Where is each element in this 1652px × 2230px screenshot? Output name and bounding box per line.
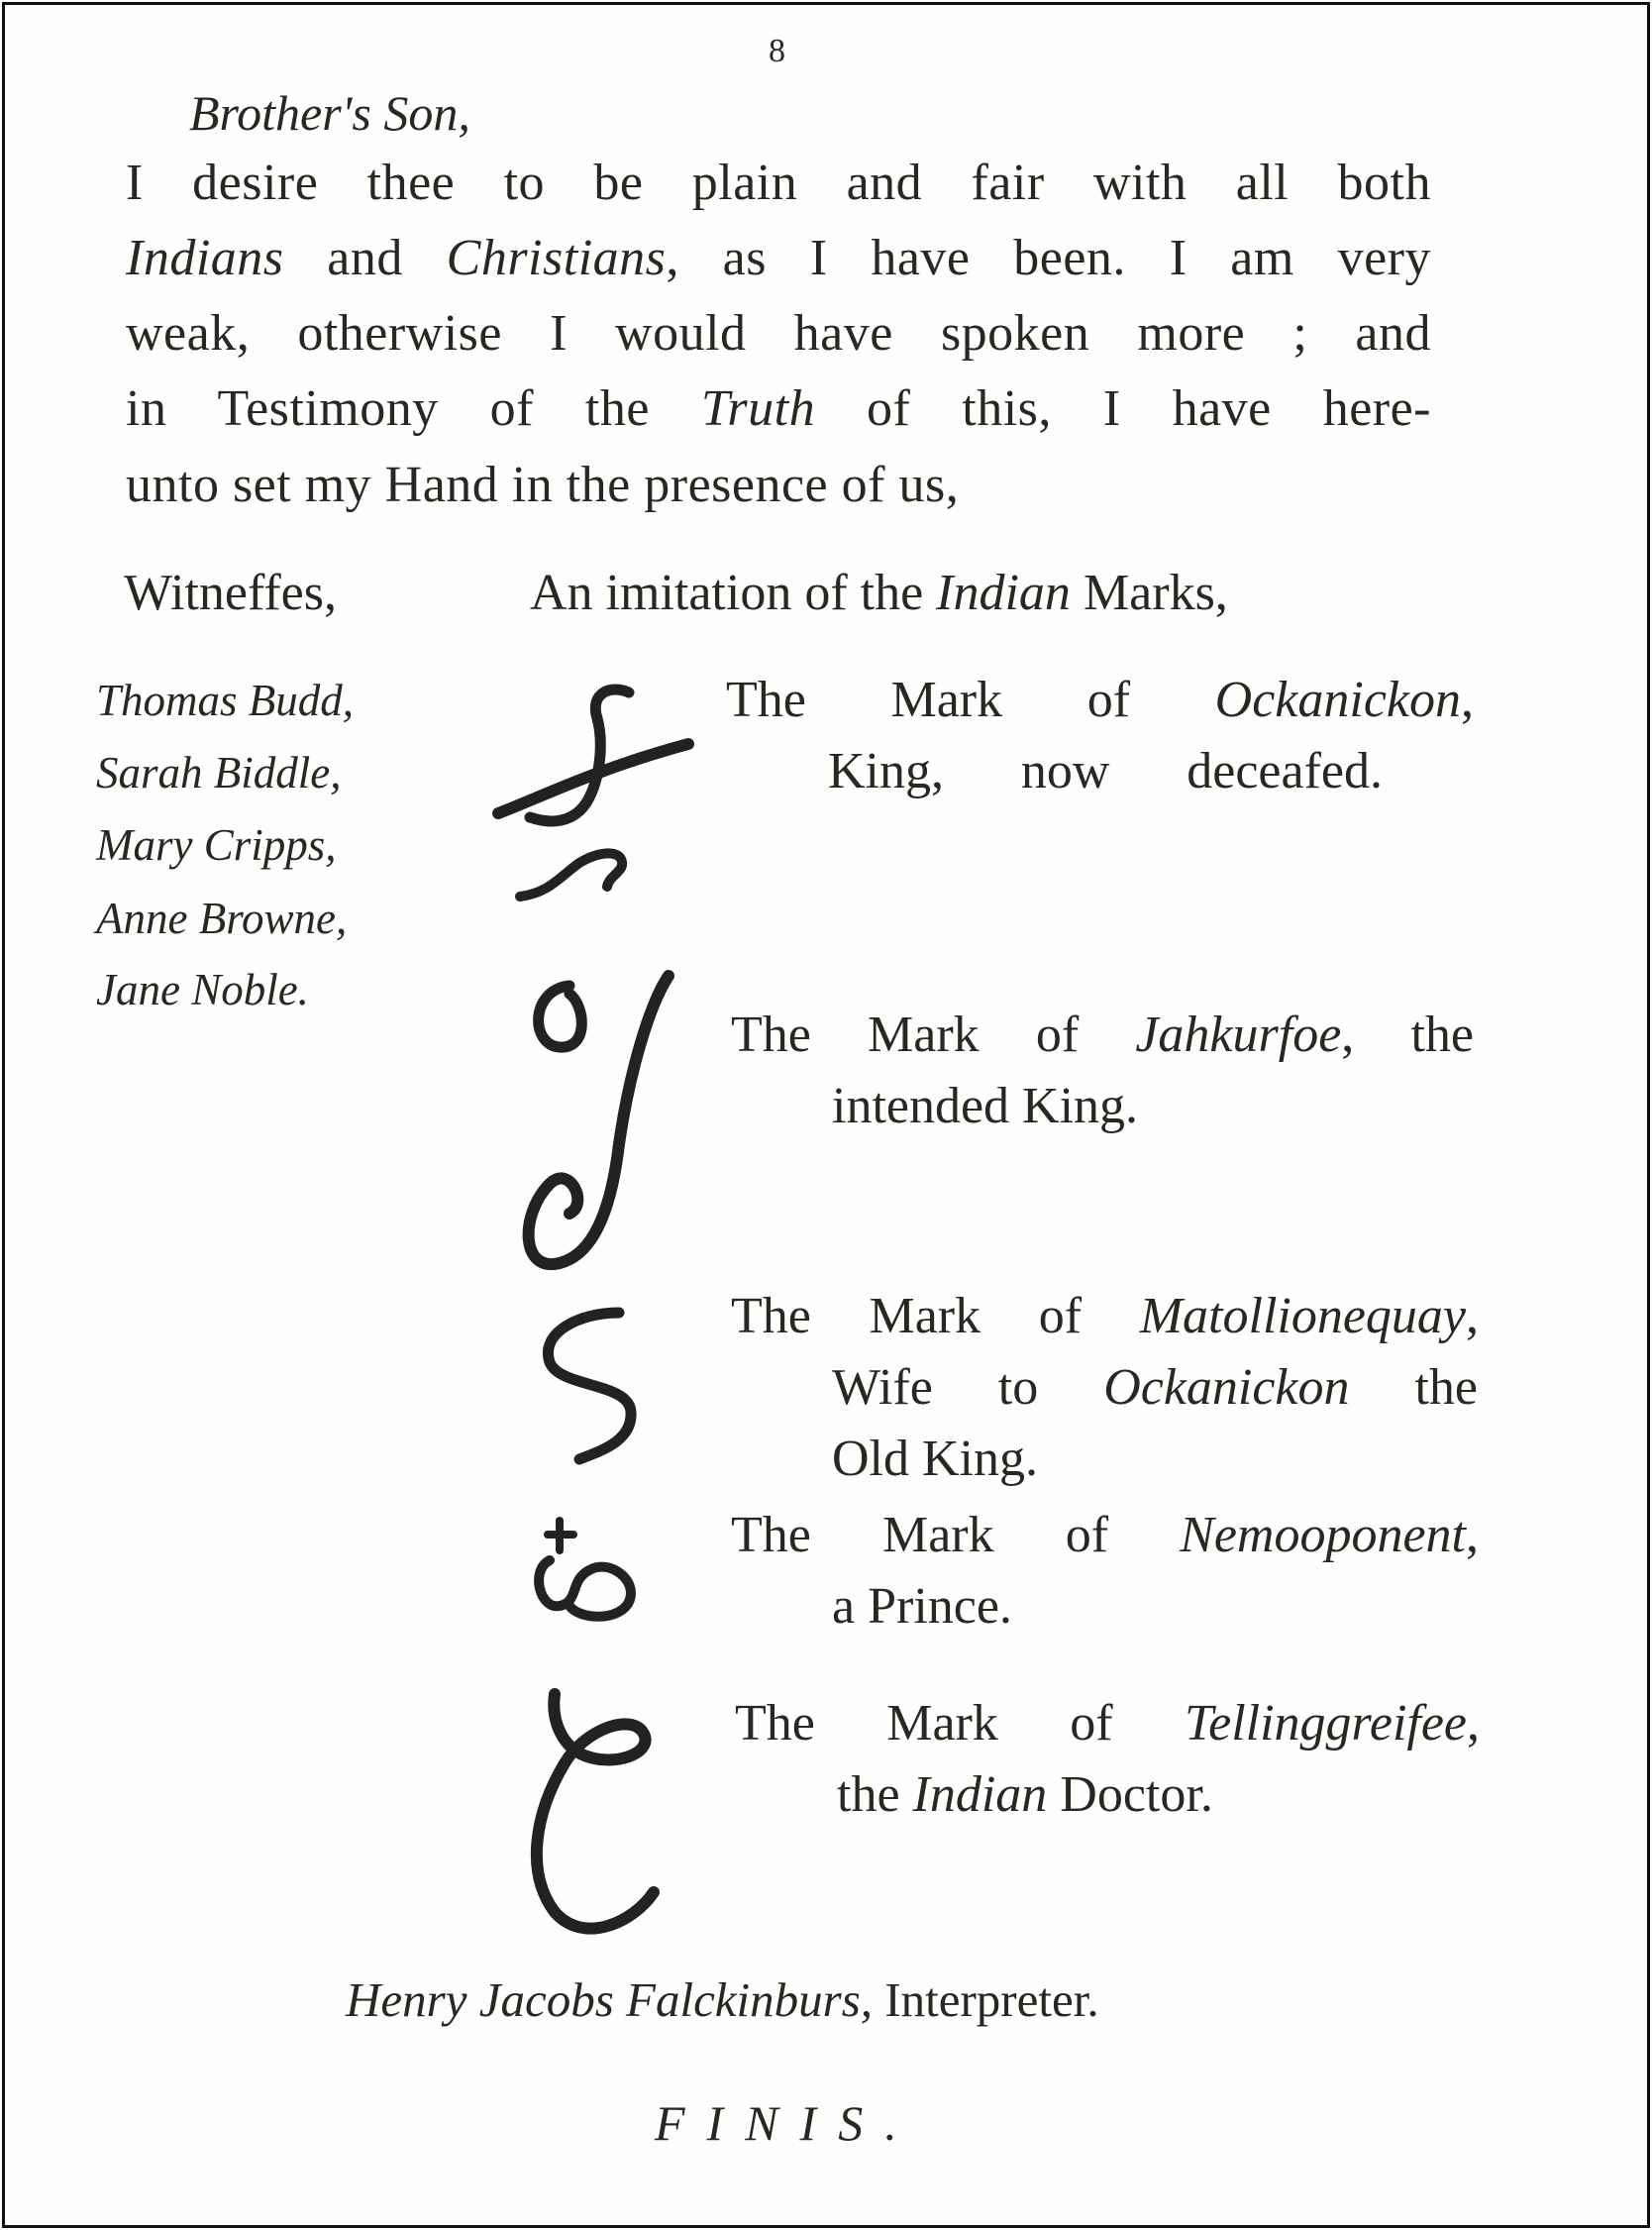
mark-text: , — [1466, 1507, 1479, 1563]
mark-text: Doctor. — [1047, 1766, 1213, 1823]
mark-matollionequay-line1 — [731, 1287, 1479, 1345]
interpreter-role: Interpreter. — [873, 1972, 1099, 2027]
body-word-truth: Truth — [700, 380, 816, 437]
mark-text: Wife to — [832, 1359, 1104, 1416]
mark-text: , the — [1341, 1007, 1474, 1063]
body-line-4 — [126, 379, 1431, 438]
body-text: , as I have been. I am very — [666, 230, 1431, 286]
mark-text: The Mark of — [731, 1288, 1140, 1344]
mark-name: Matollionequay — [1139, 1288, 1466, 1344]
mark-tellinggreifee-line2 — [837, 1765, 1213, 1824]
body-text: of this, I have here- — [815, 380, 1431, 437]
mark-nemooponent-line1 — [731, 1506, 1479, 1564]
body-text: in Testimony of the — [126, 380, 701, 437]
mark-matollionequay-signature — [520, 1293, 669, 1471]
mark-ockanickon-signature — [490, 679, 708, 916]
body-line-3: weak, otherwise I would have spoken more ; and — [126, 305, 1431, 362]
body-line-2 — [126, 229, 1431, 287]
mark-tellinggreifee-signature — [505, 1684, 673, 1942]
body-word-christians: Christians — [446, 230, 667, 286]
mark-text: The Mark of — [726, 672, 1215, 728]
mark-jahkurfoe-line1 — [731, 1006, 1474, 1064]
mark-text: The Mark of — [735, 1695, 1185, 1752]
interpreter-line — [346, 1971, 1099, 2028]
witnesses-heading: Witneffes, — [124, 565, 337, 621]
mark-text: the — [837, 1766, 913, 1823]
mark-ockanickon-line2: King, now deceafed. — [828, 743, 1383, 799]
heading-text: Marks, — [1070, 565, 1228, 621]
mark-text: The Mark of — [731, 1507, 1181, 1563]
mark-ockanickon-line1 — [726, 671, 1474, 729]
mark-text: , — [1467, 1695, 1480, 1752]
witness-name: Jane Noble. — [96, 965, 309, 1014]
witness-name: Thomas Budd, — [96, 676, 355, 725]
mark-name: Jahkurfoe — [1135, 1007, 1342, 1063]
body-line-1: I desire thee to be plain and fair with all both — [126, 155, 1431, 211]
mark-name: Indian — [912, 1766, 1048, 1823]
page-number: 8 — [769, 33, 785, 69]
mark-jahkurfoe-line2: intended King. — [832, 1078, 1139, 1134]
mark-tellinggreifee-line1 — [735, 1694, 1480, 1752]
mark-text: The Mark of — [731, 1007, 1136, 1063]
mark-text: , — [1466, 1288, 1479, 1344]
mark-matollionequay-line3: Old King. — [832, 1431, 1038, 1487]
book-page — [2, 2, 1650, 2228]
mark-matollionequay-line2 — [832, 1358, 1478, 1417]
mark-text: , — [1461, 672, 1474, 728]
mark-jahkurfoe-signature — [510, 966, 708, 1283]
mark-nemooponent-signature — [520, 1511, 669, 1630]
mark-name: Ockanickon — [1214, 672, 1461, 728]
mark-name: Ockanickon — [1103, 1359, 1350, 1416]
witness-name: Anne Browne, — [96, 894, 348, 943]
mark-name: Tellinggreifee — [1184, 1695, 1467, 1752]
heading-text: An imitation of the — [530, 565, 937, 621]
body-line-5: unto set my Hand in the presence of us, — [126, 457, 960, 513]
marks-heading — [530, 564, 1228, 622]
heading-word-indian: Indian — [936, 565, 1071, 621]
mark-nemooponent-line2: a Prince. — [832, 1578, 1012, 1635]
mark-name: Nemooponent — [1180, 1507, 1466, 1563]
salutation: Brother's Son, — [189, 85, 470, 141]
body-word-indians: Indians — [126, 230, 284, 286]
mark-text: the — [1349, 1359, 1478, 1416]
body-text: and — [283, 230, 447, 286]
witness-name: Mary Cripps, — [96, 820, 337, 870]
interpreter-name: Henry Jacobs Falckinburs, — [346, 1972, 874, 2027]
finis: FINIS. — [655, 2095, 919, 2151]
witness-name: Sarah Biddle, — [96, 748, 342, 797]
